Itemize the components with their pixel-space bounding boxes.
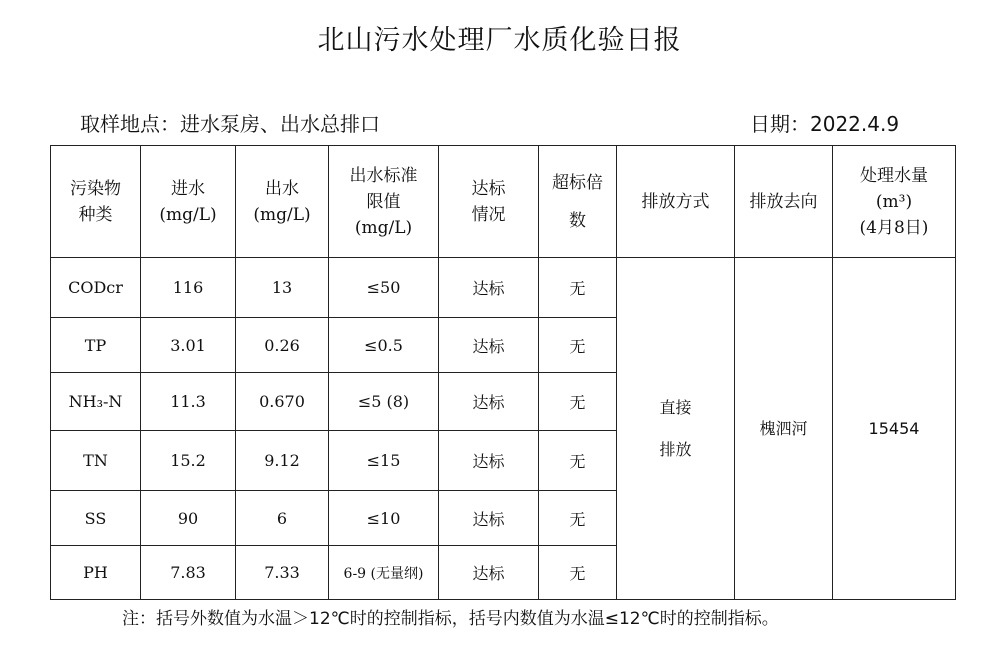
cell-exceed: 无 <box>539 318 617 373</box>
cell-outflow: 7.33 <box>236 546 329 600</box>
cell-pollutant: PH <box>51 546 141 600</box>
sampling-location: 取样地点：进水泵房、出水总排口 <box>80 112 380 136</box>
footnote: 注：括号外数值为水温＞12℃时的控制指标，括号内数值为水温≤12℃时的控制指标。 <box>122 609 779 629</box>
cell-outflow: 6 <box>236 491 329 546</box>
cell-compliance: 达标 <box>439 318 539 373</box>
discharge-method-cell: 直接 排放 <box>617 258 735 600</box>
cell-outflow: 9.12 <box>236 431 329 491</box>
report-title: 北山污水处理厂水质化验日报 <box>317 25 682 56</box>
cell-exceed: 无 <box>539 258 617 318</box>
discharge-to-cell: 槐泗河 <box>735 258 833 600</box>
header-volume: 处理水量 (m³) (4月8日) <box>833 146 956 258</box>
cell-compliance: 达标 <box>439 431 539 491</box>
cell-compliance: 达标 <box>439 546 539 600</box>
table-row <box>51 258 956 318</box>
water-quality-table <box>50 145 956 600</box>
header-discharge-to: 排放去向 <box>735 146 833 258</box>
cell-outflow: 13 <box>236 258 329 318</box>
header-limit: 出水标准 限值 (mg/L) <box>329 146 439 258</box>
header-row <box>51 146 956 258</box>
cell-exceed: 无 <box>539 546 617 600</box>
cell-compliance: 达标 <box>439 491 539 546</box>
cell-exceed: 无 <box>539 431 617 491</box>
treated-volume-value: 15454 <box>833 258 956 600</box>
cell-exceed: 无 <box>539 491 617 546</box>
cell-inflow: 90 <box>141 491 236 546</box>
cell-limit: ≤10 <box>329 491 439 546</box>
cell-limit: ≤50 <box>329 258 439 318</box>
cell-pollutant: SS <box>51 491 141 546</box>
cell-limit: ≤0.5 <box>329 318 439 373</box>
cell-inflow: 15.2 <box>141 431 236 491</box>
cell-compliance: 达标 <box>439 258 539 318</box>
cell-outflow: 0.26 <box>236 318 329 373</box>
cell-inflow: 7.83 <box>141 546 236 600</box>
cell-inflow: 3.01 <box>141 318 236 373</box>
cell-exceed: 无 <box>539 373 617 431</box>
header-discharge-method: 排放方式 <box>617 146 735 258</box>
cell-pollutant: CODcr <box>51 258 141 318</box>
cell-limit: ≤5 (8) <box>329 373 439 431</box>
cell-compliance: 达标 <box>439 373 539 431</box>
cell-limit: ≤15 <box>329 431 439 491</box>
cell-inflow: 11.3 <box>141 373 236 431</box>
header-compliance: 达标 情况 <box>439 146 539 258</box>
cell-outflow: 0.670 <box>236 373 329 431</box>
cell-limit: 6-9 (无量纲) <box>329 546 439 600</box>
cell-inflow: 116 <box>141 258 236 318</box>
header-exceed: 超标倍 数 <box>539 146 617 258</box>
report-date: 日期：2022.4.9 <box>750 112 900 136</box>
header-inflow: 进水 (mg/L) <box>141 146 236 258</box>
header-outflow: 出水 (mg/L) <box>236 146 329 258</box>
cell-pollutant: NH₃-N <box>51 373 141 431</box>
cell-pollutant: TN <box>51 431 141 491</box>
header-pollutant: 污染物 种类 <box>51 146 141 258</box>
cell-pollutant: TP <box>51 318 141 373</box>
